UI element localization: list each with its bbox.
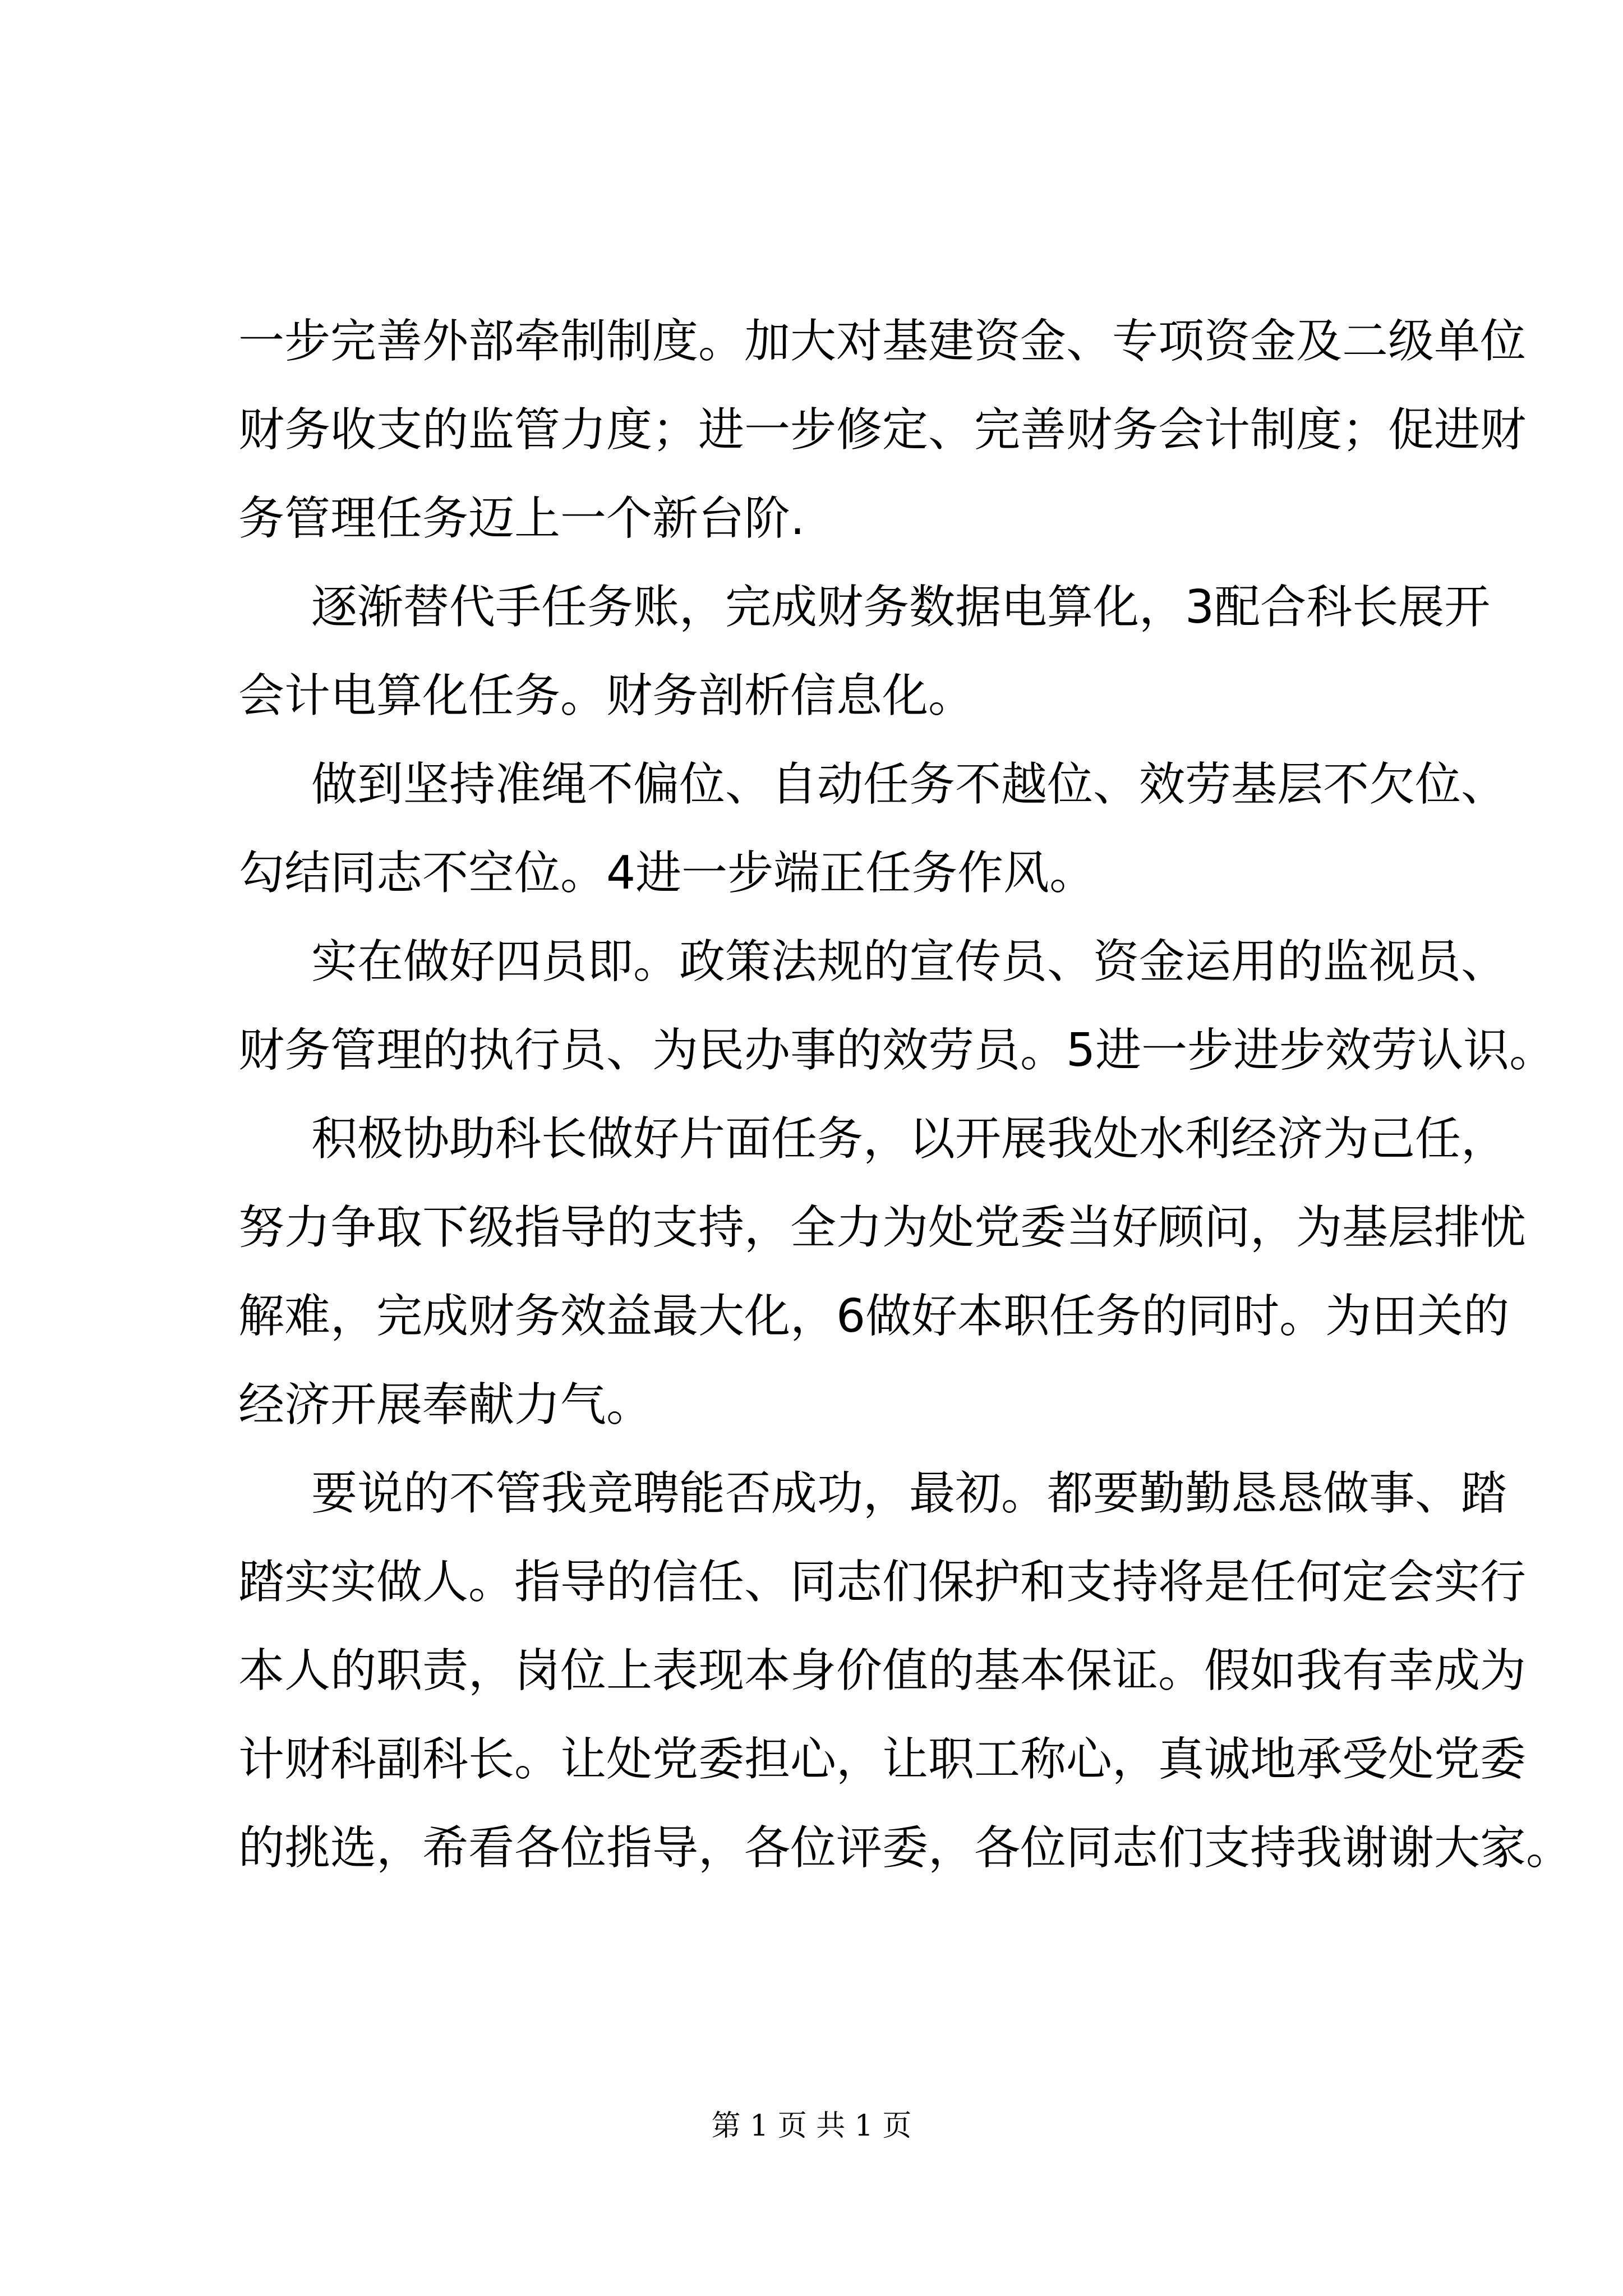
text-line: 财务收支的监管力度；进一步修定、完善财务会计制度；促进财 xyxy=(238,403,1527,457)
text-line: 踏实实做人。指导的信任、同志们保护和支持将是任何定会实行 xyxy=(238,1556,1527,1609)
document-body xyxy=(238,297,1573,1893)
text-line: 勾结同志不空位。4进一步端正任务作风。 xyxy=(238,846,1096,900)
text-line: 务管理任务迈上一个新台阶. xyxy=(238,492,805,545)
text-line: 努力争取下级指导的支持，全力为处党委当好顾问，为基层排忧 xyxy=(238,1201,1527,1254)
paragraph-first-line: 做到坚持准绳不偏位、自动任务不越位、效劳基层不欠位、 xyxy=(311,758,1507,811)
text-line: 本人的职责，岗位上表现本身价值的基本保证。假如我有幸成为 xyxy=(238,1644,1527,1697)
text-line: 财务管理的执行员、为民办事的效劳员。5进一步进步效劳认识。 xyxy=(238,1024,1556,1077)
page-number-footer: 第 1 页 共 1 页 xyxy=(711,2109,912,2143)
text-line: 会计电算化任务。财务剖析信息化。 xyxy=(238,669,975,723)
paragraph-first-line: 逐渐替代手任务账，完成财务数据电算化，3配合科长展开 xyxy=(311,581,1491,634)
paragraph-first-line: 实在做好四员即。政策法规的宣传员、资金运用的监视员、 xyxy=(311,935,1507,988)
text-line: 解难，完成财务效益最大化，6做好本职任务的同时。为田关的 xyxy=(238,1290,1510,1343)
text-line: 一步完善外部牵制制度。加大对基建资金、专项资金及二级单位 xyxy=(238,315,1527,368)
paragraph-first-line: 要说的不管我竞聘能否成功，最初。都要勤勤恳恳做事、踏 xyxy=(311,1467,1507,1520)
paragraph-first-line: 积极协助科长做好片面任务，以开展我处水利经济为己任， xyxy=(311,1112,1507,1166)
text-line: 的挑选，希看各位指导，各位评委，各位同志们支持我谢谢大家。 xyxy=(238,1821,1573,1875)
text-line: 经济开展奉献力气。 xyxy=(238,1378,653,1432)
text-line: 计财科副科长。让处党委担心，让职工称心，真诚地承受处党委 xyxy=(238,1733,1527,1786)
